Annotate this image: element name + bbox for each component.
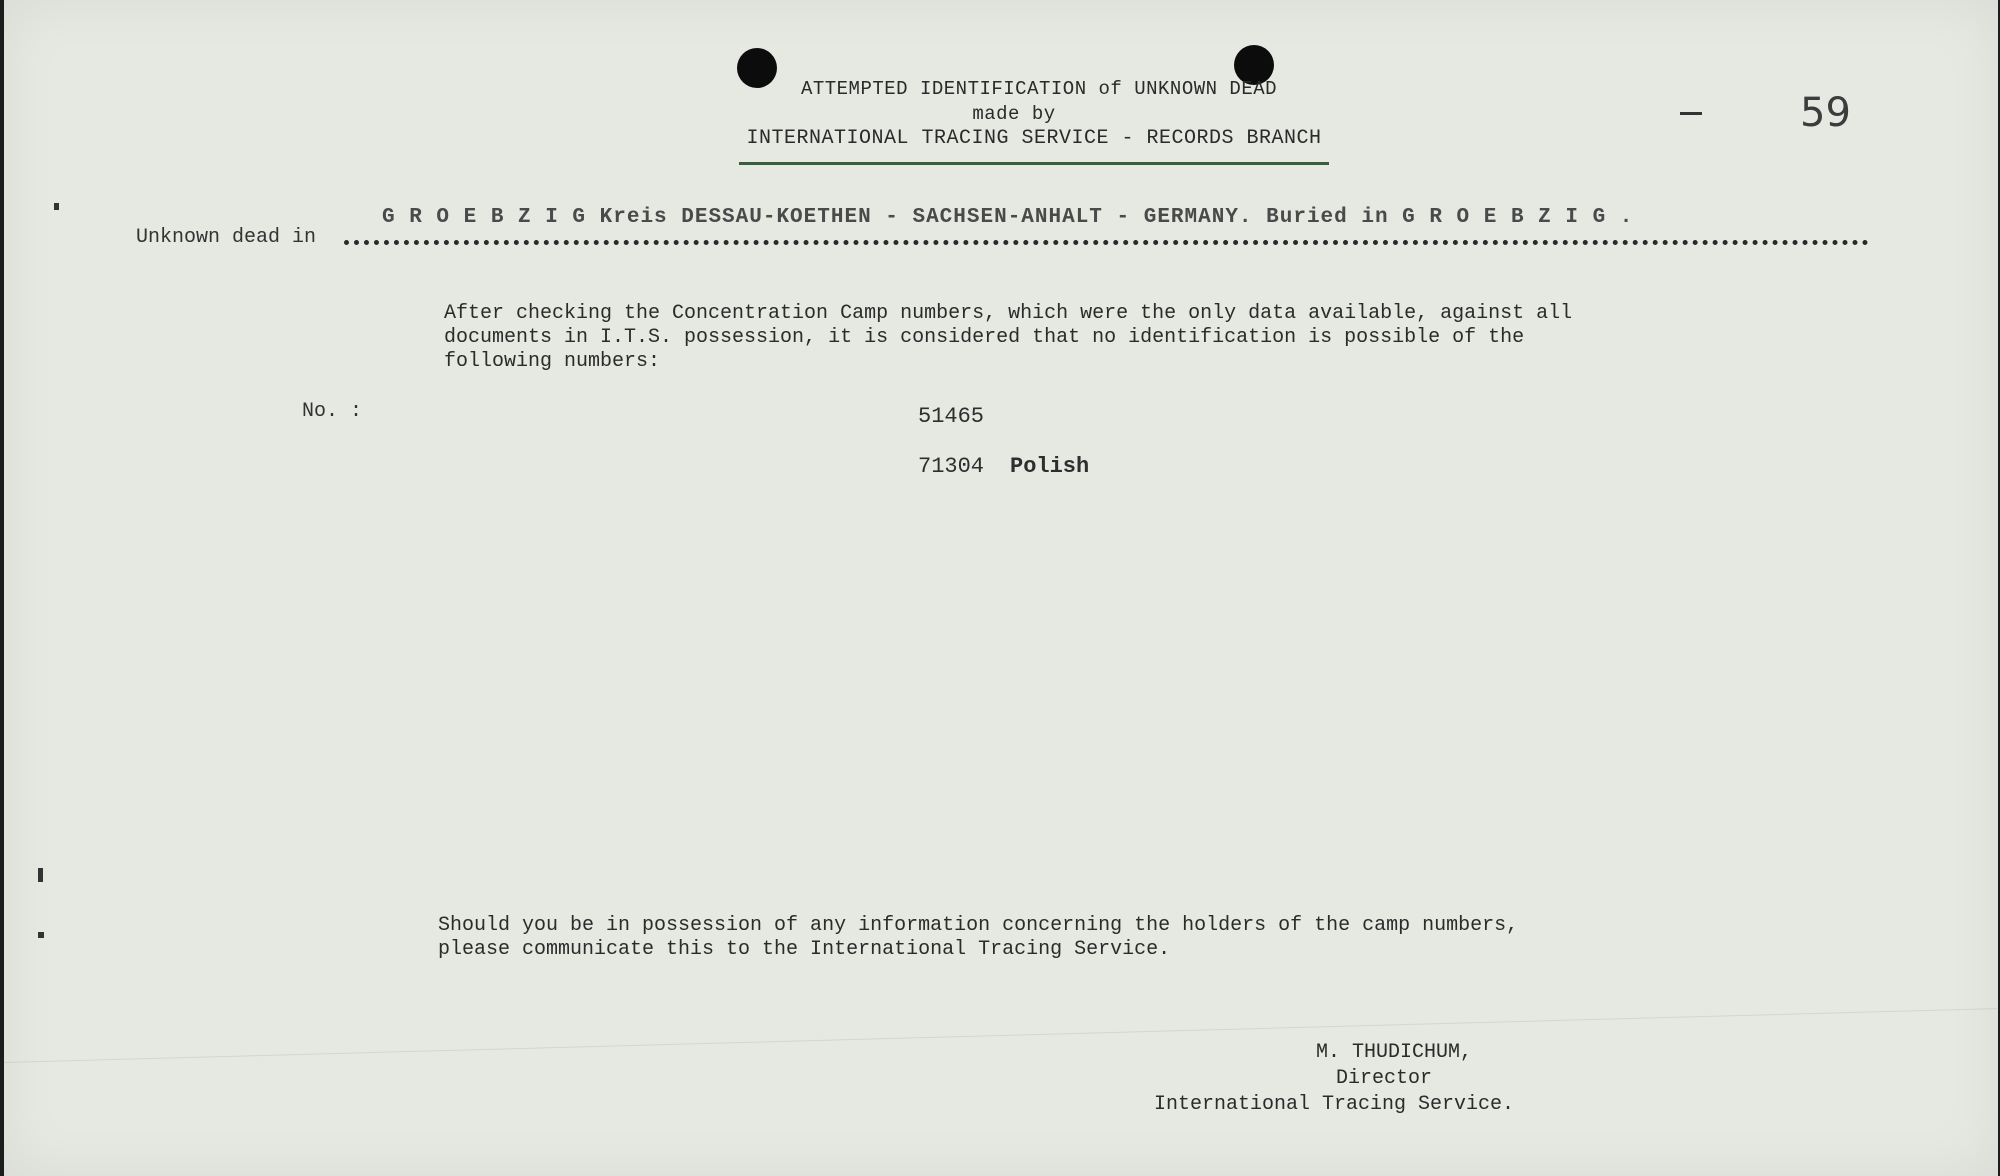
dotted-leader	[344, 240, 1869, 245]
numbers-label: No. :	[302, 400, 363, 423]
header-subtitle: made by	[972, 103, 1056, 125]
signature-organization: International Tracing Service.	[1153, 1093, 1515, 1116]
margin-dash	[1680, 112, 1702, 115]
document-page	[4, 0, 1998, 1176]
header-organization: INTERNATIONAL TRACING SERVICE - RECORDS BRANCH	[746, 127, 1322, 150]
burial-location: G R O E B Z I G Kreis DESSAU-KOETHEN - SACHSEN-ANHALT - GERMANY. Buried in G R O E B Z I G .	[382, 206, 1634, 229]
camp-number-1: 51465	[918, 404, 985, 429]
margin-mark	[54, 203, 59, 210]
header-rule	[739, 162, 1329, 165]
closing-line-2: please communicate this to the International Tracing Service.	[438, 938, 1171, 961]
page-number: 59	[1800, 90, 1851, 136]
header-title: ATTEMPTED IDENTIFICATION of UNKNOWN DEAD	[800, 78, 1278, 100]
signature-title: Director	[1335, 1067, 1432, 1090]
fold-line	[4, 1008, 1997, 1063]
nationality-note: Polish	[1010, 454, 1090, 479]
body-line-2: documents in I.T.S. possession, it is considered that no identification is possible of the	[444, 326, 1525, 349]
margin-mark	[38, 868, 43, 882]
camp-number-2: 71304	[918, 454, 985, 479]
body-line-1: After checking the Concentration Camp numbers, which were the only data available, against all	[444, 302, 1573, 325]
margin-mark	[38, 932, 44, 938]
unknown-dead-label: Unknown dead in	[136, 226, 317, 249]
signature-name: M. THUDICHUM,	[1315, 1041, 1473, 1064]
closing-line-1: Should you be in possession of any information concerning the holders of the camp numbers,	[438, 914, 1519, 937]
body-line-3: following numbers:	[444, 350, 661, 373]
